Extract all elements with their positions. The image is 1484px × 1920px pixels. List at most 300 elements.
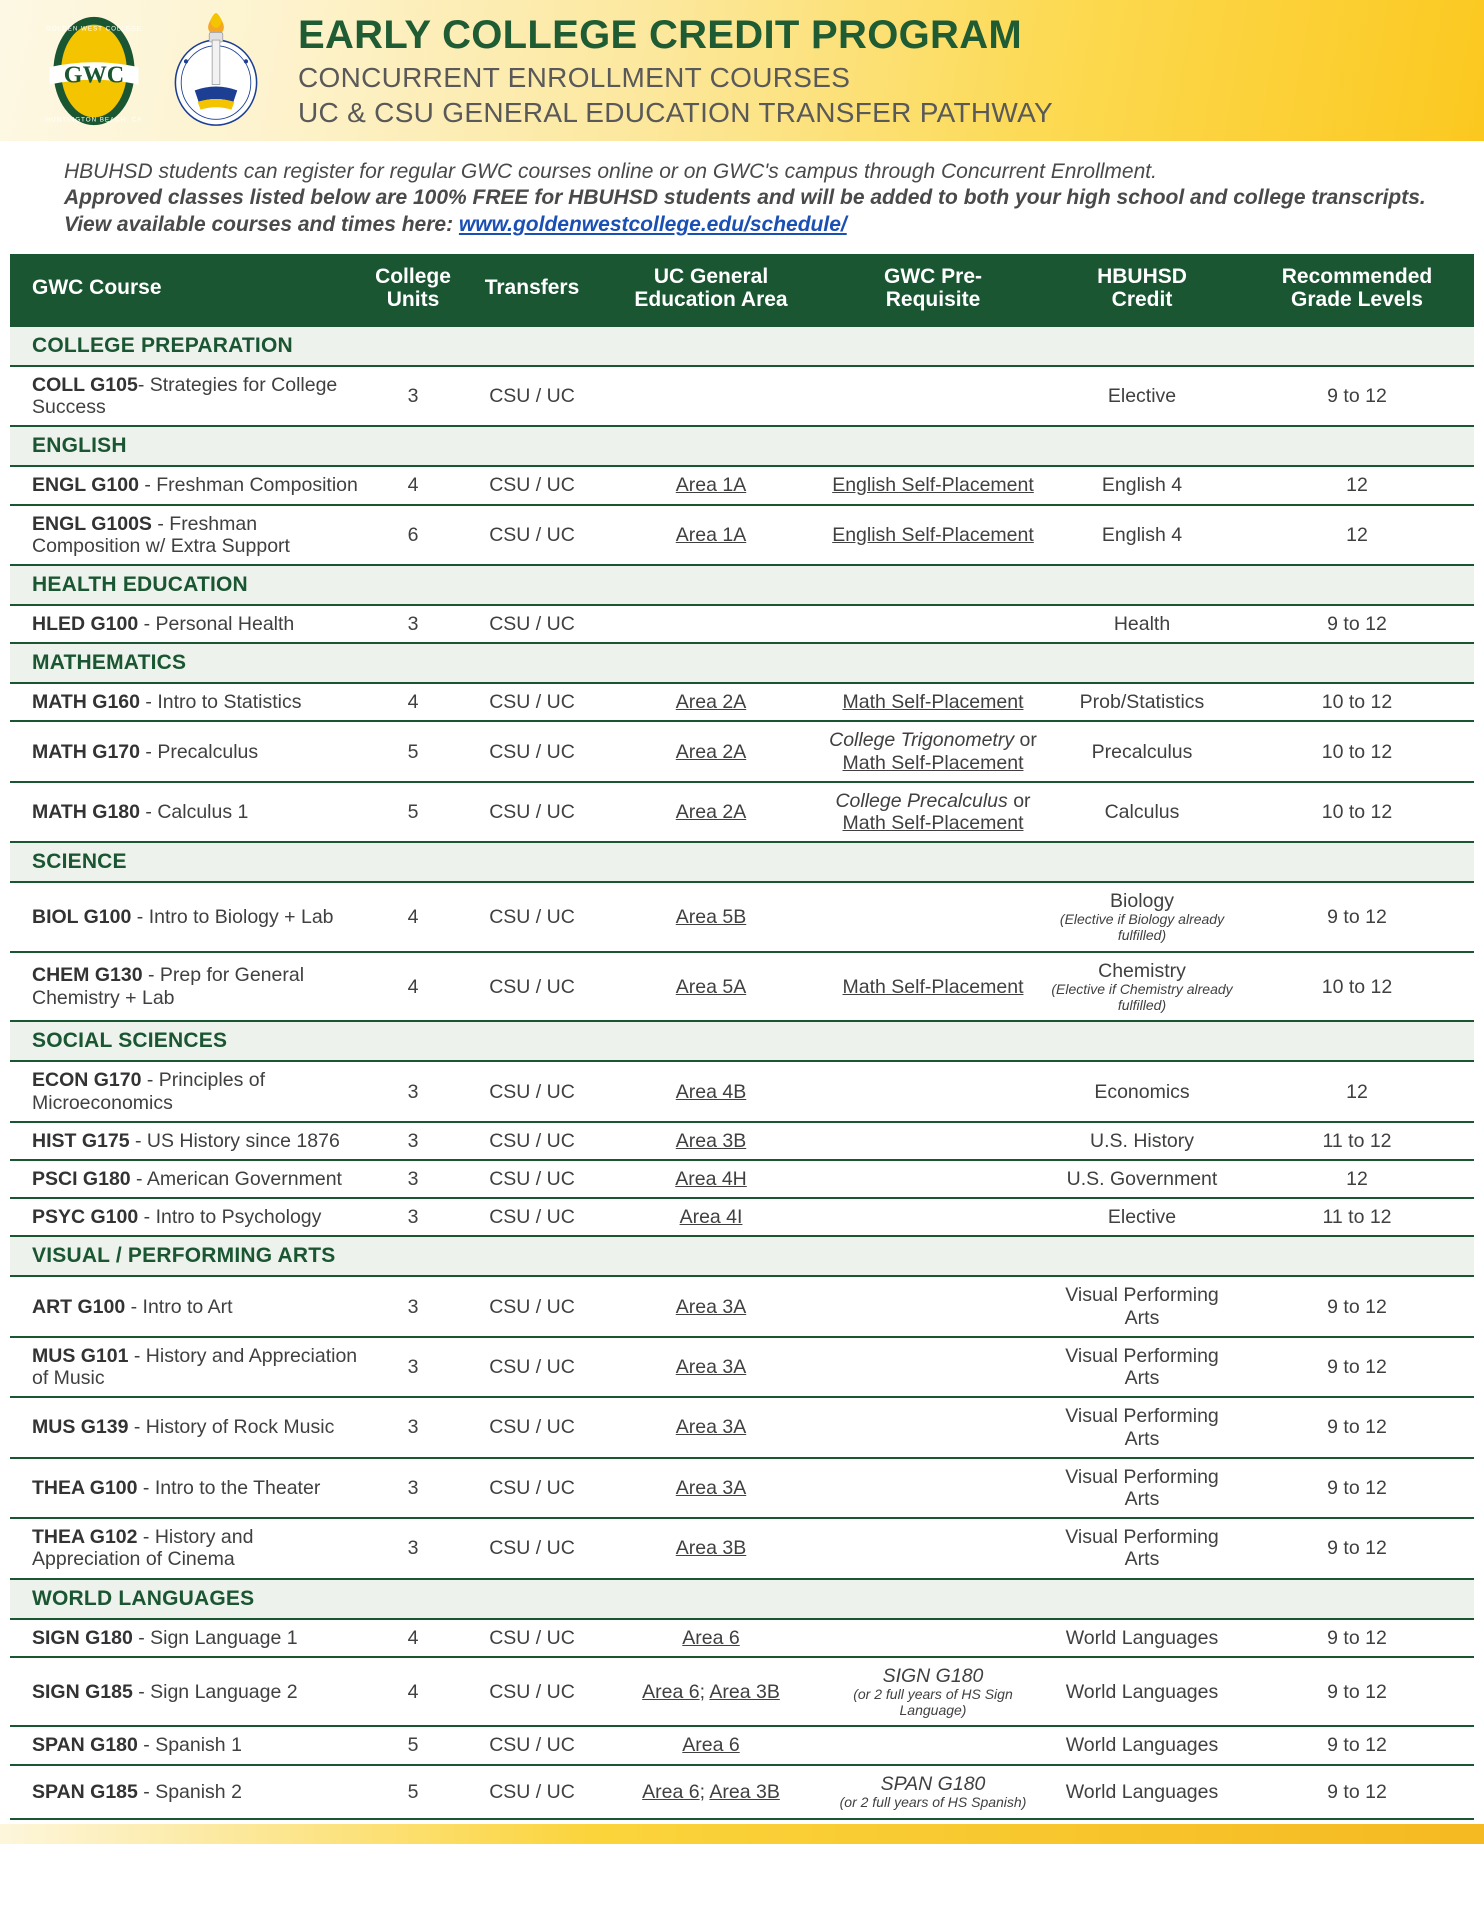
units-cell: 3 [362, 1198, 464, 1236]
credit-value: Prob/Statistics [1079, 691, 1205, 714]
course-title: - Calculus 1 [140, 800, 249, 823]
ge-area-link[interactable]: Area 2A [675, 740, 747, 763]
grades-cell: 9 to 12 [1240, 1276, 1474, 1336]
table-row [10, 366, 1474, 426]
course-code: ENGL G100 [32, 474, 139, 497]
credit-value: Economics [1094, 1080, 1190, 1103]
table-row [10, 1061, 1474, 1121]
prereq-placement-link[interactable]: Math Self-Placement [842, 975, 1024, 998]
course-code: MUS G139 [32, 1416, 129, 1439]
grades-cell: 12 [1240, 1061, 1474, 1121]
course-title: - Intro to Biology + Lab [131, 905, 334, 928]
table-row [10, 1276, 1474, 1336]
transfers-cell: CSU / UC [464, 1518, 600, 1578]
table-row [10, 1619, 1474, 1657]
transfers-cell: CSU / UC [464, 1765, 600, 1819]
prerequisite-cell [822, 1198, 1044, 1236]
grades-cell: 9 to 12 [1240, 882, 1474, 952]
ge-area-link[interactable]: Area 1A [675, 523, 747, 546]
transfers-cell: CSU / UC [464, 1122, 600, 1160]
ge-area-link[interactable]: Area 2A [675, 691, 747, 714]
table-row [10, 721, 1474, 781]
units-cell: 3 [362, 1337, 464, 1397]
course-cell [10, 1657, 362, 1727]
credit-value: Visual Performing Arts [1065, 1465, 1219, 1511]
course-code: THEA G102 [32, 1526, 138, 1549]
ge-area-cell [600, 1061, 822, 1121]
course-code: HIST G175 [32, 1129, 130, 1152]
grades-cell: 9 to 12 [1240, 605, 1474, 643]
course-cell [10, 1061, 362, 1121]
prerequisite-cell [822, 882, 1044, 952]
intro-line-1: HBUHSD students can register for regular GWC courses online or on GWC's campus through Concurrent Enrollment. [64, 160, 1157, 183]
units-cell: 5 [362, 721, 464, 781]
credit-value: Biology [1110, 890, 1174, 913]
col-label: GWC Course [32, 276, 162, 300]
credit-cell [1044, 1726, 1240, 1764]
course-cell [10, 1619, 362, 1657]
units-cell: 4 [362, 952, 464, 1022]
col-label: Grade Levels [1291, 287, 1423, 311]
grades-cell: 12 [1240, 466, 1474, 504]
credit-value: World Languages [1065, 1734, 1219, 1757]
course-cell [10, 683, 362, 721]
course-code: SIGN G180 [32, 1626, 133, 1649]
prerequisite-cell [822, 366, 1044, 426]
svg-text:GOLDEN WEST COLLEGE: GOLDEN WEST COLLEGE [46, 24, 142, 32]
units-cell: 3 [362, 1061, 464, 1121]
section-header-row [10, 426, 1474, 466]
transfers-cell: CSU / UC [464, 605, 600, 643]
column-header-hbuhsd-credit [1044, 254, 1240, 326]
credit-cell [1044, 721, 1240, 781]
ge-area-link[interactable]: Area 3A [675, 1356, 747, 1379]
svg-text:HUNTINGTON BEACH, CA: HUNTINGTON BEACH, CA [45, 115, 143, 123]
table-row [10, 605, 1474, 643]
section-header-row [10, 842, 1474, 882]
ge-area-cell [600, 882, 822, 952]
column-header-college-units [362, 254, 464, 326]
prerequisite-cell [822, 683, 1044, 721]
grades-cell: 9 to 12 [1240, 366, 1474, 426]
prereq-course-name: College Precalculus [835, 789, 1008, 812]
ge-area-cell: Area 6; Area 3B [600, 1657, 822, 1727]
course-code: SPAN G180 [32, 1734, 138, 1757]
col-label: GWC Pre- [883, 265, 982, 289]
col-label: Units [386, 287, 440, 311]
transfers-cell: CSU / UC [464, 366, 600, 426]
units-cell: 3 [362, 1160, 464, 1198]
course-title: - Prep for General Chemistry + Lab [32, 964, 305, 1009]
course-title: - American Government [130, 1168, 342, 1191]
col-label: HBUHSD [1097, 265, 1187, 289]
ge-area-link[interactable]: Area 1A [675, 474, 747, 497]
prerequisite-cell [822, 1458, 1044, 1518]
table-row [10, 1518, 1474, 1578]
credit-cell [1044, 1061, 1240, 1121]
ge-area-link[interactable]: Area 5B [675, 905, 747, 928]
ge-area-link[interactable]: Area 6 [682, 1626, 740, 1649]
prereq-course-name: SIGN G180 [882, 1664, 984, 1687]
units-cell: 4 [362, 1657, 464, 1727]
course-title: - Principles of Microeconomics [32, 1069, 266, 1114]
course-code: SIGN G185 [32, 1680, 133, 1703]
credit-note: (Elective if Chemistry already fulfilled) [1051, 981, 1233, 1013]
course-cell [10, 1337, 362, 1397]
course-cell [10, 605, 362, 643]
credit-cell [1044, 1198, 1240, 1236]
section-title: ENGLISH [10, 426, 1474, 466]
ge-area-link[interactable]: Area 3A [675, 1476, 747, 1499]
ge-area-cell [600, 1726, 822, 1764]
credit-value: Visual Performing Arts [1065, 1526, 1219, 1571]
column-header-gwc-prerequisite [822, 254, 1044, 326]
credit-value: Health [1113, 612, 1171, 635]
grades-cell: 11 to 12 [1240, 1122, 1474, 1160]
grades-cell: 12 [1240, 1160, 1474, 1198]
course-cell [10, 1276, 362, 1336]
section-title: COLLEGE PREPARATION [10, 326, 1474, 366]
credit-value: English 4 [1101, 523, 1183, 546]
prerequisite-cell [822, 1276, 1044, 1336]
course-cell [10, 1397, 362, 1457]
units-cell: 6 [362, 505, 464, 565]
transfers-cell: CSU / UC [464, 952, 600, 1022]
ge-area-link[interactable]: Area 3A [675, 1295, 747, 1318]
transfers-cell: CSU / UC [464, 683, 600, 721]
prereq-placement-link[interactable]: English Self-Placement [832, 523, 1034, 546]
course-code: ECON G170 [32, 1069, 142, 1092]
credit-cell [1044, 1122, 1240, 1160]
ge-area-cell [600, 721, 822, 781]
section-header-row [10, 1579, 1474, 1619]
ge-area-link[interactable]: Area 4H [675, 1168, 747, 1191]
prerequisite-cell [822, 1657, 1044, 1727]
transfers-cell: CSU / UC [464, 1397, 600, 1457]
transfers-cell: CSU / UC [464, 1061, 600, 1121]
intro-block [0, 141, 1484, 238]
grades-cell: 9 to 12 [1240, 1726, 1474, 1764]
ge-area-link[interactable]: Area 4I [679, 1206, 743, 1229]
course-title: - History and Appreciation of Music [32, 1344, 358, 1390]
course-cell [10, 1160, 362, 1198]
col-label: UC General [653, 265, 769, 289]
course-code: MATH G170 [32, 740, 140, 763]
ge-area-cell [600, 466, 822, 504]
credit-value: U.S. History [1089, 1129, 1194, 1152]
credit-value: Visual Performing Arts [1065, 1344, 1219, 1390]
prerequisite-cell [822, 1726, 1044, 1764]
courses-table [10, 254, 1474, 1819]
grades-cell: 11 to 12 [1240, 1198, 1474, 1236]
credit-note: (Elective if Biology already fulfilled) [1059, 911, 1225, 944]
course-code: PSYC G100 [32, 1206, 139, 1229]
ge-area-link[interactable]: Area 6 [642, 1680, 700, 1703]
credit-value: Precalculus [1091, 740, 1193, 763]
header-banner [0, 0, 1484, 141]
prerequisite-cell [822, 1122, 1044, 1160]
ge-area-link[interactable]: Area 3B [675, 1537, 747, 1560]
credit-value: Visual Performing Arts [1065, 1284, 1219, 1329]
grades-cell: 9 to 12 [1240, 1337, 1474, 1397]
credit-cell [1044, 466, 1240, 504]
table-row [10, 466, 1474, 504]
credit-value: World Languages [1065, 1680, 1219, 1703]
prerequisite-cell [822, 1619, 1044, 1657]
course-title: - Intro to Psychology [138, 1206, 322, 1229]
ge-area-cell [600, 366, 822, 426]
col-label: Education Area [634, 287, 788, 311]
prerequisite-cell: College Trigonometry or Math Self-Placement [822, 721, 1044, 781]
ge-area-link[interactable]: Area 2A [675, 800, 747, 823]
ge-area-cell [600, 605, 822, 643]
course-code: COLL G105 [32, 373, 138, 396]
credit-cell [1044, 882, 1240, 952]
prereq-placement-link[interactable]: Math Self-Placement [842, 812, 1024, 835]
course-code: SPAN G185 [32, 1780, 138, 1803]
prerequisite-cell [822, 1061, 1044, 1121]
course-title: - Intro to Statistics [140, 691, 302, 714]
view-courses-label: View available courses and times here: [64, 212, 454, 236]
column-header-gwc-course [10, 254, 362, 326]
ge-area-cell [600, 1337, 822, 1397]
course-title: - Spanish 2 [137, 1780, 242, 1803]
grades-cell: 9 to 12 [1240, 1619, 1474, 1657]
credit-cell [1044, 505, 1240, 565]
prerequisite-cell [822, 1160, 1044, 1198]
section-title: VISUAL / PERFORMING ARTS [10, 1236, 1474, 1276]
table-row [10, 1397, 1474, 1457]
credit-cell [1044, 605, 1240, 643]
grades-cell: 9 to 12 [1240, 1518, 1474, 1578]
units-cell: 4 [362, 683, 464, 721]
credit-value: Elective [1107, 384, 1177, 407]
course-code: BIOL G100 [32, 905, 132, 928]
credit-cell [1044, 1337, 1240, 1397]
col-label: Transfers [484, 276, 580, 300]
ge-area-cell [600, 1160, 822, 1198]
credit-cell [1044, 366, 1240, 426]
table-head [10, 254, 1474, 326]
credit-value: U.S. Government [1066, 1168, 1218, 1191]
view-courses-line [64, 212, 1454, 238]
ge-area-cell [600, 1198, 822, 1236]
units-cell: 4 [362, 882, 464, 952]
transfers-cell: CSU / UC [464, 721, 600, 781]
ge-area-link[interactable]: Area 5A [675, 975, 747, 998]
ge-area-cell [600, 1619, 822, 1657]
units-cell: 3 [362, 1276, 464, 1336]
transfers-cell: CSU / UC [464, 1619, 600, 1657]
prerequisite-cell [822, 605, 1044, 643]
gwc-logo-icon [36, 13, 152, 129]
course-title: - Precalculus [140, 740, 259, 763]
table-row [10, 1765, 1474, 1819]
credit-cell [1044, 1276, 1240, 1336]
course-code: PSCI G180 [32, 1168, 131, 1191]
ge-area-cell: Area 6; Area 3B [600, 1765, 822, 1819]
course-code: ENGL G100S [32, 512, 152, 535]
course-cell [10, 882, 362, 952]
transfers-cell: CSU / UC [464, 782, 600, 842]
course-code: CHEM G130 [32, 964, 143, 987]
col-label: Requisite [885, 287, 981, 311]
prereq-course-name: SPAN G180 [880, 1772, 986, 1795]
units-cell: 4 [362, 1619, 464, 1657]
table-row [10, 782, 1474, 842]
table-row [10, 1122, 1474, 1160]
units-cell: 5 [362, 1726, 464, 1764]
transfers-cell: CSU / UC [464, 1458, 600, 1518]
ge-area-cell [600, 952, 822, 1022]
transfers-cell: CSU / UC [464, 1160, 600, 1198]
ge-area-link[interactable]: Area 6 [642, 1780, 700, 1803]
ge-area-link[interactable]: Area 6 [682, 1734, 740, 1757]
course-cell [10, 366, 362, 426]
prereq-course-name: College Trigonometry [829, 729, 1015, 752]
transfers-cell: CSU / UC [464, 505, 600, 565]
prereq-placement-link[interactable]: Math Self-Placement [842, 751, 1024, 774]
section-title: MATHEMATICS [10, 643, 1474, 683]
ge-area-cell [600, 1458, 822, 1518]
ge-area-cell [600, 782, 822, 842]
units-cell: 3 [362, 1122, 464, 1160]
transfers-cell: CSU / UC [464, 1726, 600, 1764]
ge-area-link[interactable]: Area 3B [709, 1780, 780, 1803]
table-row [10, 1337, 1474, 1397]
course-cell [10, 1198, 362, 1236]
course-cell [10, 505, 362, 565]
grades-cell: 9 to 12 [1240, 1397, 1474, 1457]
prerequisite-cell [822, 952, 1044, 1022]
page-title: EARLY COLLEGE CREDIT PROGRAM [298, 12, 1023, 57]
grades-cell: 10 to 12 [1240, 683, 1474, 721]
course-cell [10, 721, 362, 781]
course-title: - Intro to the Theater [137, 1476, 321, 1499]
transfers-cell: CSU / UC [464, 1657, 600, 1727]
ge-area-cell [600, 1122, 822, 1160]
footer-gold-bar [0, 1824, 1484, 1844]
credit-cell [1044, 1619, 1240, 1657]
credit-cell [1044, 1657, 1240, 1727]
section-title: SOCIAL SCIENCES [10, 1021, 1474, 1061]
grades-cell: 9 to 12 [1240, 1458, 1474, 1518]
ge-area-link[interactable]: Area 4B [675, 1080, 747, 1103]
table-row [10, 1198, 1474, 1236]
prerequisite-cell [822, 1397, 1044, 1457]
section-title: HEALTH EDUCATION [10, 565, 1474, 605]
transfers-cell: CSU / UC [464, 1337, 600, 1397]
ge-area-link[interactable]: Area 3A [675, 1416, 747, 1439]
table-row [10, 505, 1474, 565]
credit-value: Chemistry [1098, 959, 1186, 982]
prerequisite-cell [822, 1518, 1044, 1578]
credit-cell [1044, 1397, 1240, 1457]
prereq-placement-link[interactable]: English Self-Placement [832, 474, 1034, 497]
grades-cell: 9 to 12 [1240, 1765, 1474, 1819]
section-title: WORLD LANGUAGES [10, 1579, 1474, 1619]
table-row [10, 1458, 1474, 1518]
credit-value: Visual Performing Arts [1065, 1405, 1219, 1450]
prerequisite-cell [822, 505, 1044, 565]
table-row [10, 1657, 1474, 1727]
schedule-link[interactable]: www.goldenwestcollege.edu/schedule/ [458, 212, 847, 236]
transfers-cell: CSU / UC [464, 1276, 600, 1336]
intro-line-2: Approved classes listed below are 100% FREE for HBUHSD students and will be added to both your high school and college transcripts. [64, 186, 1426, 210]
course-code: HLED G100 [32, 612, 139, 635]
transfers-cell: CSU / UC [464, 1198, 600, 1236]
course-title: - Freshman Composition w/ Extra Support [32, 512, 290, 557]
table-header-row [10, 254, 1474, 326]
prerequisite-cell [822, 1337, 1044, 1397]
units-cell: 3 [362, 1458, 464, 1518]
grades-cell: 10 to 12 [1240, 721, 1474, 781]
ge-area-link[interactable]: Area 3B [675, 1129, 747, 1152]
units-cell: 4 [362, 466, 464, 504]
course-title: - Sign Language 1 [132, 1626, 298, 1649]
credit-cell [1044, 952, 1240, 1022]
col-label: Recommended [1281, 265, 1433, 289]
course-title: - Intro to Art [125, 1295, 233, 1318]
col-label: College [375, 265, 451, 289]
column-header-recommended-grade-levels [1240, 254, 1474, 326]
table-row [10, 1726, 1474, 1764]
ge-area-cell [600, 505, 822, 565]
course-cell [10, 1765, 362, 1819]
course-title: - History of Rock Music [128, 1416, 335, 1439]
course-code: MATH G160 [32, 691, 140, 714]
prerequisite-cell: College Precalculus or Math Self-Placement [822, 782, 1044, 842]
table-row [10, 952, 1474, 1022]
transfers-cell: CSU / UC [464, 466, 600, 504]
credit-cell [1044, 1765, 1240, 1819]
units-cell: 5 [362, 782, 464, 842]
page-subtitle-2: UC & CSU GENERAL EDUCATION TRANSFER PATHWAY [298, 96, 1053, 128]
credit-value: Calculus [1104, 800, 1180, 823]
credit-cell [1044, 1458, 1240, 1518]
section-header-row [10, 565, 1474, 605]
ge-area-link[interactable]: Area 3B [709, 1680, 780, 1703]
course-title: - Freshman Composition [138, 474, 358, 497]
grades-cell: 10 to 12 [1240, 782, 1474, 842]
table-row [10, 882, 1474, 952]
course-cell [10, 782, 362, 842]
section-header-row [10, 1236, 1474, 1276]
col-label: Credit [1111, 287, 1173, 311]
course-cell [10, 1726, 362, 1764]
prerequisite-cell [822, 1765, 1044, 1819]
credit-value: World Languages [1065, 1626, 1219, 1649]
course-cell [10, 1518, 362, 1578]
ge-area-cell [600, 1276, 822, 1336]
course-cell [10, 466, 362, 504]
transfers-cell: CSU / UC [464, 882, 600, 952]
prereq-note: (or 2 full years of HS Sign Language) [853, 1686, 1013, 1718]
prerequisite-cell [822, 466, 1044, 504]
prereq-note: (or 2 full years of HS Spanish) [839, 1793, 1027, 1810]
hbuhsd-logo-icon [162, 13, 270, 129]
table-body [10, 326, 1474, 1819]
table-row [10, 683, 1474, 721]
course-cell [10, 952, 362, 1022]
svg-text:GWC: GWC [63, 61, 125, 89]
credit-value: Elective [1107, 1206, 1177, 1229]
section-header-row [10, 643, 1474, 683]
prereq-placement-link[interactable]: Math Self-Placement [842, 691, 1024, 714]
column-header-transfers [464, 254, 600, 326]
grades-cell: 9 to 12 [1240, 1657, 1474, 1727]
ge-area-cell [600, 1518, 822, 1578]
